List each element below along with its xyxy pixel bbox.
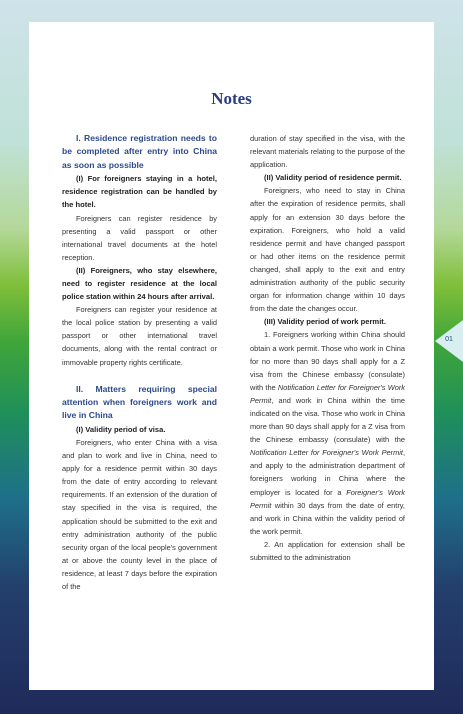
paragraph-hotel-registration: Foreigners can register residence by presenting a valid passport or other international travel documents at the hotel reception. (62, 213, 217, 262)
text-fragment: , and apply to the administration department of foreigners working in China where the employer is located for a (250, 448, 405, 497)
text-fragment: , and work in China within the time indicated on the visa. Those who work in China more than 90 days shall apply for a Z visa from the Chinese embassy (consulate) with the (250, 395, 405, 445)
italic-document-title: Notification Letter for Foreigner's Work Permit (250, 382, 405, 405)
paragraph-work-permit-2: 2. An application for extension shall be submitted to the administration (250, 539, 405, 562)
section-spacer (62, 369, 217, 383)
subheading-police-registration: (II) Foreigners, who stay elsewhere, need to register residence at the local police station within 24 hours after arrival. (62, 265, 217, 302)
paragraph-visa-validity: Foreigners, who enter China with a visa and plan to work and live in China, need to apply for a residence permit within 30 days from the date of entry according to relevant requirements. If an extension of the duration of stay specified in the visa is required, the application should be submitted to the exit and entry administration authority of the public security organ of the local people's government at or above the county level in the place of residence, at least 7 days before the expiration of the (62, 437, 217, 591)
italic-document-title: Notification Letter for Foreigner's Work Permit (250, 448, 403, 458)
document-page (29, 22, 434, 690)
page-title: Notes (211, 89, 252, 108)
italic-document-title: Foreigner's Work Permit (250, 487, 405, 510)
page-number: 01 (445, 336, 453, 343)
subheading-residence-permit-validity: (II) Validity period of residence permit. (264, 173, 402, 183)
paragraph-work-permit-1 (250, 328, 405, 538)
right-column (250, 132, 405, 564)
section-heading-special-attention: II. Matters requiring special attention when foreigners work and live in China (62, 383, 217, 421)
paragraph-visa-validity-continued: duration of stay specified in the visa, with the relevant materials relating to the purpose of the application. (250, 134, 405, 170)
subheading-visa-validity: (I) Validity period of visa. (76, 424, 166, 434)
text-fragment: 1. Foreigners working within China should obtain a work permit. Those who work in China for no more than 90 days shall apply for a Z visa from the Chinese embassy (consulate) with the (250, 330, 405, 392)
paragraph-police-registration: Foreigners can register your residence at the local police station by presenting a valid passport or other international travel documents, along with the rental contract or immovable property rights certificate. (62, 305, 217, 367)
paragraph-residence-permit-validity: Foreigners, who need to stay in China after the expiration of residence permits, shall apply for an extension 30 days before the expiration. Foreigners, who hold a valid residence permit and have changed passport or had other items on the residence permit changed, shall apply to the exit and entry administration authority of the public security organ for information change within 10 days from the date the changes occur. (250, 186, 405, 314)
subheading-work-permit-validity: (III) Validity period of work permit. (264, 317, 386, 327)
subheading-hotel-registration: (I) For foreigners staying in a hotel, residence registration can be handled by the hotel. (62, 174, 217, 210)
section-heading-residence-registration: I. Residence registration needs to be completed after entry into China as soon as possible (62, 133, 217, 170)
left-column (62, 132, 217, 593)
text-fragment: within 30 days from the date of entry, and work in China within the validity period of the work permit. (250, 500, 405, 536)
